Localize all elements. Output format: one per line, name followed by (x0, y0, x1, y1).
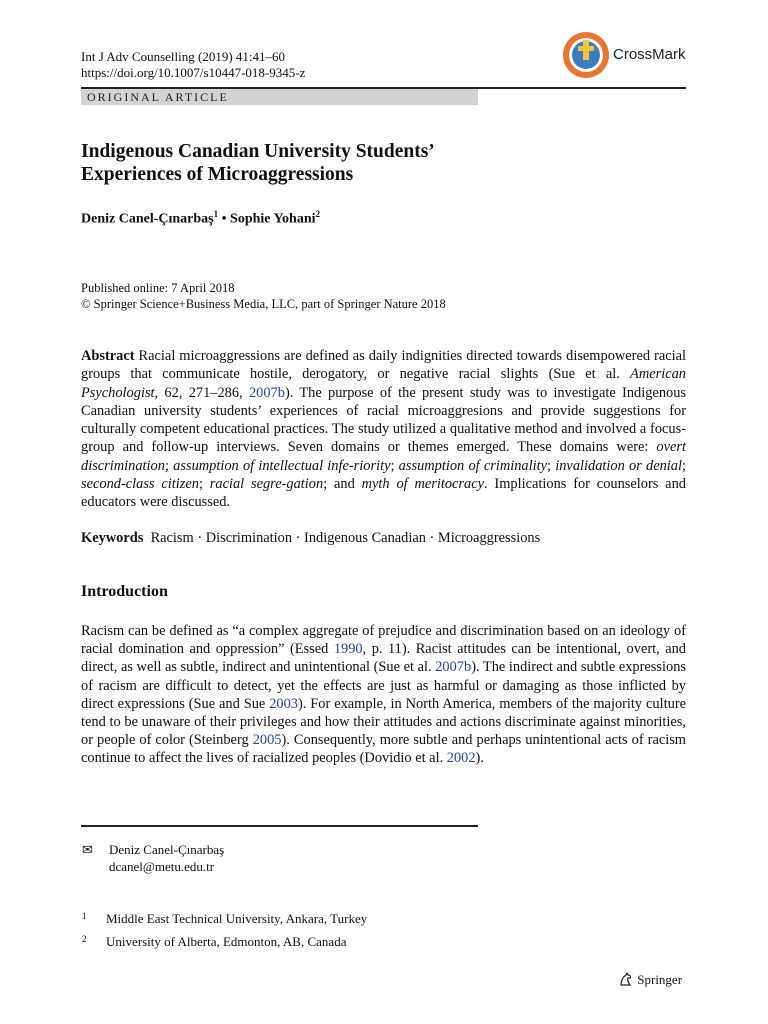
affiliation-text: Middle East Technical University, Ankara, Turkey (106, 911, 368, 926)
abstract-separator: ; (547, 457, 556, 474)
footnote-rule (81, 825, 478, 827)
author-1-affiliation[interactable]: 1 (213, 209, 219, 219)
journal-citation (81, 49, 305, 81)
copyright-notice: © Springer Science+Business Media, LLC, part of Springer Nature 2018 (81, 297, 446, 311)
domain-term: racial segre-gation (209, 476, 324, 493)
title-line-2: Experiences of Microaggressions (81, 164, 354, 185)
abstract-separator: ; and (323, 476, 362, 493)
author-2-affiliation[interactable]: 2 (315, 209, 320, 219)
crossmark-badge[interactable] (561, 30, 701, 82)
corresponding-author (82, 841, 225, 874)
keywords-label: Keywords (81, 530, 144, 546)
citation-link[interactable]: 2007b (435, 659, 472, 676)
citation-link[interactable]: 2007b (248, 384, 285, 401)
body-text: , p. 11). Racist attitudes can be intentional, overt, and direct, as well as subtle, indirect and unintentional (Sue et al. (81, 641, 686, 676)
publication-info (81, 280, 446, 312)
citation-link[interactable]: 2003 (269, 695, 298, 712)
abstract-text: Racial microaggressions are defined as daily indignities directed towards disempowered racial groups that communicate hostile, derogatory, or negative racial slights (Sue et al. (81, 348, 686, 383)
citation-link[interactable]: 2002 (446, 750, 476, 767)
abstract-text: ). The purpose of the present study was to investigate Indigenous Canadian university students’ experiences of racial microaggresions and provide suggestions for culturally competent educational practices. The study utilized a qualitative method and involved a focus-group and follow-up interviews. Seven domains or themes emerged. These domains were: (81, 384, 687, 456)
corresponding-author-email[interactable]: dcanel@metu.edu.tr (109, 859, 215, 874)
keywords (81, 530, 686, 547)
springer-label: Springer (637, 972, 683, 987)
abstract (81, 347, 686, 512)
author-separator: • (218, 211, 231, 227)
article-type-bar (81, 89, 478, 105)
domain-term: invalidation or denial (555, 457, 682, 474)
abstract-separator: ; (164, 457, 174, 474)
domain-term: assumption of intellectual infe-riority (173, 457, 391, 474)
keywords-list: Racism · Discrimination · Indigenous Canadian · Microaggressions (150, 530, 541, 546)
crossmark-icon (561, 30, 611, 80)
abstract-text: . Implications for counselors and educators were discussed. (81, 476, 686, 511)
citation-link[interactable]: 1990 (333, 641, 363, 658)
springer-logo[interactable] (618, 971, 682, 988)
affiliation-number: 2 (82, 934, 87, 944)
affiliation-2 (82, 934, 346, 950)
affiliation-number: 1 (82, 911, 87, 921)
abstract-separator: ; (198, 476, 210, 493)
affiliation-text: University of Alberta, Edmonton, AB, Canada (106, 934, 347, 949)
title-line-1: Indigenous Canadian University Students’ (81, 141, 435, 162)
body-text: Racism can be defined as “a complex aggregate of prejudice and discrimination based on an ideology of racial domination and oppression” (Essed (81, 623, 686, 658)
body-text: ). For example, in North America, members of the majority culture tend to be unaware of their privileges and how their attitudes and actions discriminate against minorities, or people of color (Steinberg (81, 695, 686, 749)
author-2[interactable]: Sophie Yohani (230, 211, 316, 227)
author-list (81, 209, 320, 228)
corresponding-author-name: Deniz Canel-Çınarbaş (109, 842, 225, 857)
citation-link[interactable]: 2005 (252, 732, 282, 749)
springer-horse-icon (618, 971, 634, 987)
domain-term: assumption of criminality (398, 457, 548, 474)
domain-term: myth of meritocracy (361, 476, 484, 493)
abstract-separator: ; (681, 457, 686, 474)
body-text: ). The indirect and subtle expressions of racism are difficult to detect, yet the effects are just as harmful or damaging as those inflicted by direct expressions (Sue and Sue (81, 659, 686, 712)
abstract-text: , 62, 271–286, (154, 384, 249, 401)
abstract-separator: ; (390, 457, 399, 474)
body-text: ). Consequently, more subtle and perhaps unintentional acts of racism continue to affect the lives of racialized peoples (Dovidio et al. (81, 732, 687, 767)
domain-term: second-class citizen (81, 476, 199, 493)
introduction-paragraph (81, 622, 686, 768)
doi-link[interactable]: https://doi.org/10.1007/s10447-018-9345-z (81, 65, 306, 80)
author-1[interactable]: Deniz Canel-Çınarbaş (81, 211, 214, 227)
domain-term: overt discrimination (81, 439, 686, 474)
journal-line: Int J Adv Counselling (2019) 41:41–60 (81, 49, 286, 64)
article-type: ORIGINAL ARTICLE (87, 90, 229, 104)
crossmark-label: CrossMark (613, 46, 686, 63)
section-heading-introduction: Introduction (81, 583, 168, 600)
published-date: Published online: 7 April 2018 (81, 281, 235, 295)
journal-reference: American Psychologist (81, 366, 686, 401)
affiliation-1 (82, 911, 367, 927)
envelope-icon: ✉ (82, 842, 93, 857)
body-text: ). (475, 750, 484, 767)
abstract-label: Abstract (81, 348, 135, 364)
paper-title (81, 140, 681, 186)
